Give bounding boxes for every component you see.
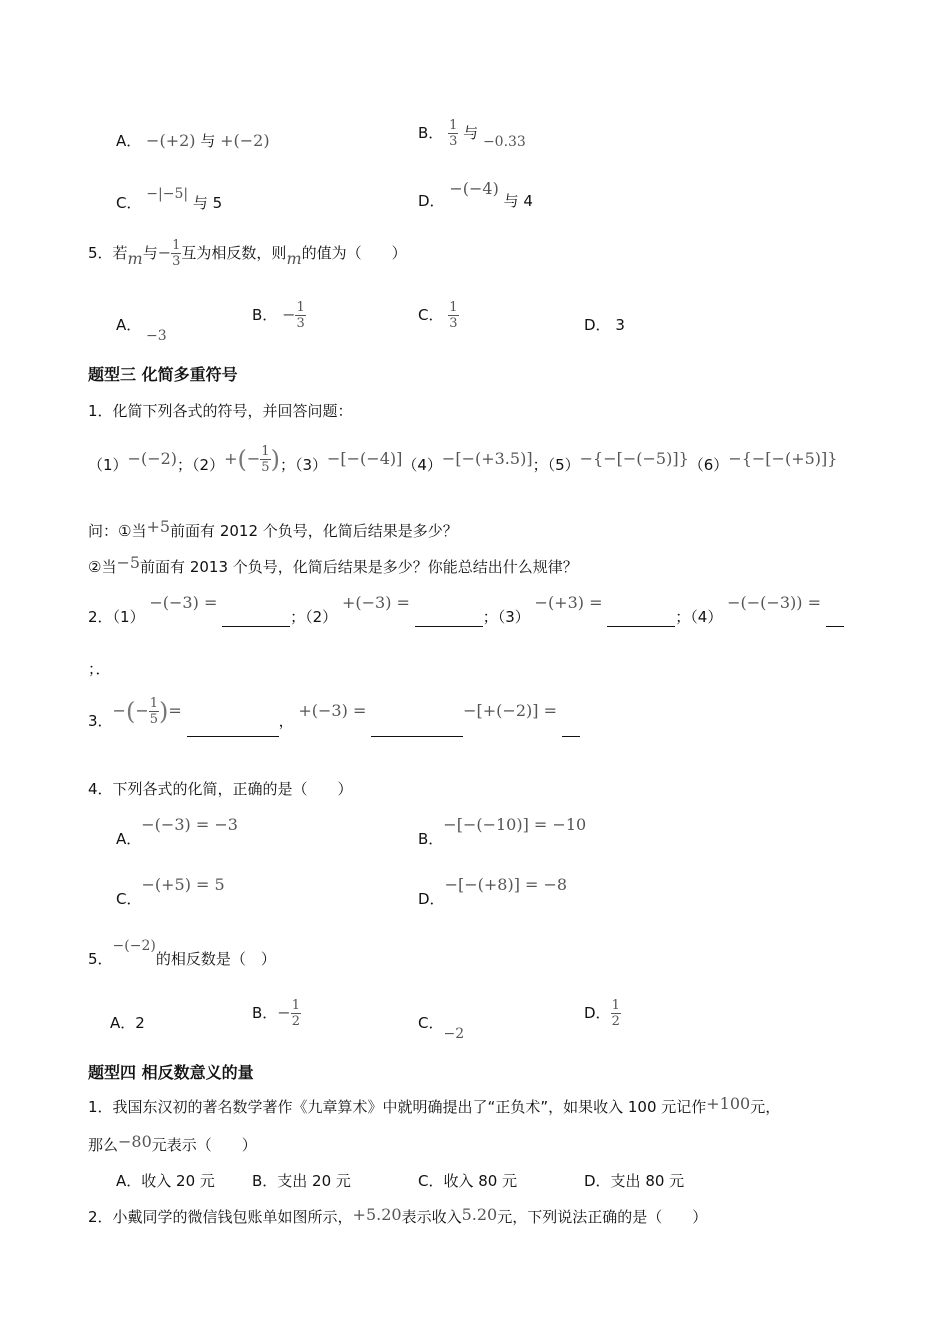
expression: +(−3) = (341, 593, 410, 612)
q5-text: 5． (88, 950, 113, 968)
item-label: （2） (192, 456, 225, 474)
option-label: C． (418, 1014, 444, 1032)
numerator: 1 (291, 998, 300, 1013)
item-label: （5） (547, 456, 580, 474)
q5-option-a[interactable] (116, 314, 167, 344)
fraction (291, 998, 301, 1029)
q3-text: 3． (88, 712, 113, 730)
minus-sign: − (282, 305, 296, 324)
option-value: 3 (615, 316, 625, 334)
option-label: B． (252, 306, 278, 324)
s3-q3 (88, 696, 580, 730)
expression: −{−[−(+5)]} (728, 449, 838, 468)
option-label: C． (418, 306, 444, 324)
q2-text: 元，下列说法正确的是（ ） (497, 1208, 708, 1226)
q2-text: ；（4） (675, 608, 723, 626)
s3-q5-option-b[interactable] (252, 998, 301, 1029)
option-label: C． (116, 194, 142, 212)
item-label: （1） (88, 456, 128, 474)
denominator: 3 (296, 316, 305, 331)
expression: −[−(+3.5)] (441, 449, 533, 468)
expression: −[+(−2)] = (463, 701, 557, 720)
ask-text: 前面有 2012 个负号，化简后结果是多少？ (170, 522, 458, 540)
expression: −[−(+8)] = −8 (444, 875, 568, 894)
s3-q2-tail: ；． (88, 660, 111, 678)
expression: 5.20 (461, 1205, 498, 1224)
option-label: B． (252, 1004, 278, 1022)
item-label: （3） (294, 456, 327, 474)
numerator: 1 (449, 118, 458, 133)
answer-blank[interactable] (562, 720, 580, 737)
denominator: 2 (291, 1014, 300, 1029)
q4-option-c[interactable] (116, 182, 223, 212)
s4-q1-option-a[interactable]: A．收入 20 元 (116, 1172, 215, 1190)
expression: −(−(−3)) = (727, 593, 821, 612)
ask-text: 问：①当 (88, 522, 147, 540)
denominator: 3 (449, 134, 458, 149)
option-label: B． (418, 124, 444, 142)
item-label: （6） (688, 456, 729, 474)
denominator: 3 (449, 316, 458, 331)
section-3-title: 题型三 化简多重符号 (88, 365, 238, 384)
stem-text: 5．若 (88, 244, 128, 262)
fraction (448, 300, 458, 331)
option-value: −2 (443, 1026, 465, 1042)
q4-option-a[interactable] (116, 130, 270, 151)
minus-sign: − (246, 449, 261, 468)
answer-blank[interactable] (187, 720, 279, 737)
s3-q4-stem: 4．下列各式的化简，正确的是（ ） (88, 780, 353, 798)
s4-q1-line1 (88, 1096, 780, 1117)
numerator: 1 (449, 300, 458, 315)
s3-q5-stem (88, 934, 276, 968)
right-paren: ) (159, 697, 169, 726)
q5-text: 的相反数是（ ） (155, 950, 276, 968)
q2-text: ；（2） (290, 608, 338, 626)
fraction (448, 118, 458, 149)
stem-text: 与 (142, 244, 158, 262)
s4-q1-option-b[interactable]: B．支出 20 元 (252, 1172, 351, 1190)
expression: −(+5) = 5 (141, 875, 225, 894)
option-label: D． (418, 192, 445, 210)
q2-text: ；（3） (482, 608, 530, 626)
s4-q1-line2 (88, 1134, 257, 1155)
answer-blank[interactable] (607, 610, 675, 627)
option-value: −3 (146, 328, 167, 344)
q5-option-d[interactable] (584, 314, 625, 335)
q1-text: 元表示（ ） (151, 1136, 257, 1154)
expression: −(+3) = (534, 593, 603, 612)
q5-option-c[interactable] (418, 300, 459, 331)
option-label: D． (584, 1004, 611, 1022)
s4-q1-option-d[interactable]: D．支出 80 元 (584, 1172, 685, 1190)
fraction (260, 444, 270, 475)
option-label: A． (116, 132, 142, 150)
option-text: 与 4 (503, 192, 533, 210)
expression: −(−3) = (149, 593, 218, 612)
section-4-title: 题型四 相反数意义的量 (88, 1063, 254, 1082)
ask-text: 前面有 2013 个负号，化简后结果是多少？你能总结出什么规律？ (140, 558, 578, 576)
stem-text: 的值为（ ） (301, 244, 407, 262)
q4-option-d[interactable] (418, 178, 533, 210)
option-text: 与 (463, 124, 479, 142)
expression: −(−2) (127, 449, 178, 468)
answer-blank[interactable] (826, 610, 844, 627)
expression: −[−(−4)] (327, 449, 403, 468)
expression: −(−3) = −3 (141, 815, 238, 834)
expression: −80 (118, 1132, 152, 1151)
right-paren: ) (270, 445, 280, 474)
equals-sign: = (168, 701, 182, 720)
expression: −|−5| (146, 186, 189, 202)
item-sep: ； (532, 456, 548, 474)
answer-blank[interactable] (415, 610, 483, 627)
numerator: 1 (611, 998, 620, 1013)
q1-text: 元， (750, 1098, 781, 1116)
q2-text: 2．（1） (88, 608, 145, 626)
item-label: （4） (402, 456, 442, 474)
s3-q1-stem: 1．化简下列各式的符号，并回答问题： (88, 402, 353, 420)
q1-text: 1．我国东汉初的著名数学著作《九章算术》中就明确提出了“正负术”，如果收入 100 元记作 (88, 1098, 707, 1116)
denominator: 2 (611, 1014, 620, 1029)
s3-ask-2 (88, 553, 578, 577)
s3-q5-option-d[interactable] (584, 998, 621, 1029)
expression: −5 (116, 553, 141, 572)
expression: −0.33 (482, 134, 526, 150)
stem-text: 互为相反数，则 (181, 244, 287, 262)
option-label: B． (418, 830, 444, 848)
expression: +5.20 (352, 1205, 402, 1224)
answer-blank[interactable] (222, 610, 290, 627)
q4-option-b[interactable] (418, 118, 526, 149)
option-text: 与 5 (192, 194, 223, 212)
minus-sign: − (135, 701, 149, 720)
option-label: D． (584, 316, 611, 334)
expression: −(−2) (112, 938, 156, 954)
s3-q5-option-c[interactable] (418, 1012, 465, 1042)
numerator: 1 (172, 238, 181, 253)
denominator: 5 (261, 460, 270, 475)
expression: +100 (706, 1094, 751, 1113)
denominator: 5 (149, 712, 159, 727)
s3-q4-option-a[interactable] (116, 814, 238, 848)
s3-q4-option-c[interactable] (116, 874, 225, 908)
expression: +(−3) = (298, 701, 367, 720)
s4-q2-stem (88, 1206, 707, 1227)
item-sep: ； (177, 456, 193, 474)
expression: +5 (146, 517, 171, 536)
left-paren: ( (237, 445, 247, 474)
denominator: 3 (172, 254, 181, 269)
expression: −{−[−(−5)]} (579, 449, 689, 468)
expression: −(+2) (146, 131, 196, 150)
fraction (295, 300, 305, 331)
s3-q4-option-d[interactable] (418, 874, 568, 908)
minus-sign: − (157, 243, 172, 262)
expression: −[−(−10)] = −10 (443, 815, 587, 834)
option-label: A． (110, 1014, 136, 1032)
option-value: 2 (135, 1014, 145, 1032)
s4-q1-option-c[interactable]: C．收入 80 元 (418, 1172, 518, 1190)
s3-q2 (88, 592, 844, 626)
fraction (149, 696, 159, 727)
variable-m: m (127, 249, 143, 268)
numerator: 1 (296, 300, 305, 315)
minus-sign: − (112, 701, 126, 720)
s3-q1-items (88, 444, 938, 475)
minus-sign: − (277, 1003, 291, 1022)
q5-stem (88, 238, 407, 269)
expression: −(−4) (449, 179, 499, 198)
option-text: 与 (200, 132, 216, 150)
answer-blank[interactable] (371, 720, 463, 737)
item-sep: ； (279, 456, 295, 474)
variable-m: m (286, 249, 302, 268)
numerator: 1 (149, 696, 159, 711)
q3-text: ， (278, 712, 294, 730)
numerator: 1 (261, 444, 270, 459)
option-label: C． (116, 890, 142, 908)
expression: +(−2) (220, 131, 270, 150)
option-label: A． (116, 316, 142, 334)
ask-text: ②当 (88, 558, 117, 576)
s3-q5-option-a[interactable] (110, 1012, 145, 1033)
left-paren: ( (125, 697, 136, 726)
fraction (171, 238, 181, 269)
q2-text: 表示收入 (401, 1208, 462, 1226)
q2-text: 2．小戴同学的微信钱包账单如图所示， (88, 1208, 353, 1226)
option-label: D． (418, 890, 445, 908)
s3-ask-1 (88, 517, 458, 541)
fraction (611, 998, 621, 1029)
plus-sign: + (224, 449, 238, 468)
s3-q4-option-b[interactable] (418, 814, 587, 848)
q5-option-b[interactable] (252, 300, 306, 331)
q1-text: 那么 (88, 1136, 119, 1154)
option-label: A． (116, 830, 142, 848)
